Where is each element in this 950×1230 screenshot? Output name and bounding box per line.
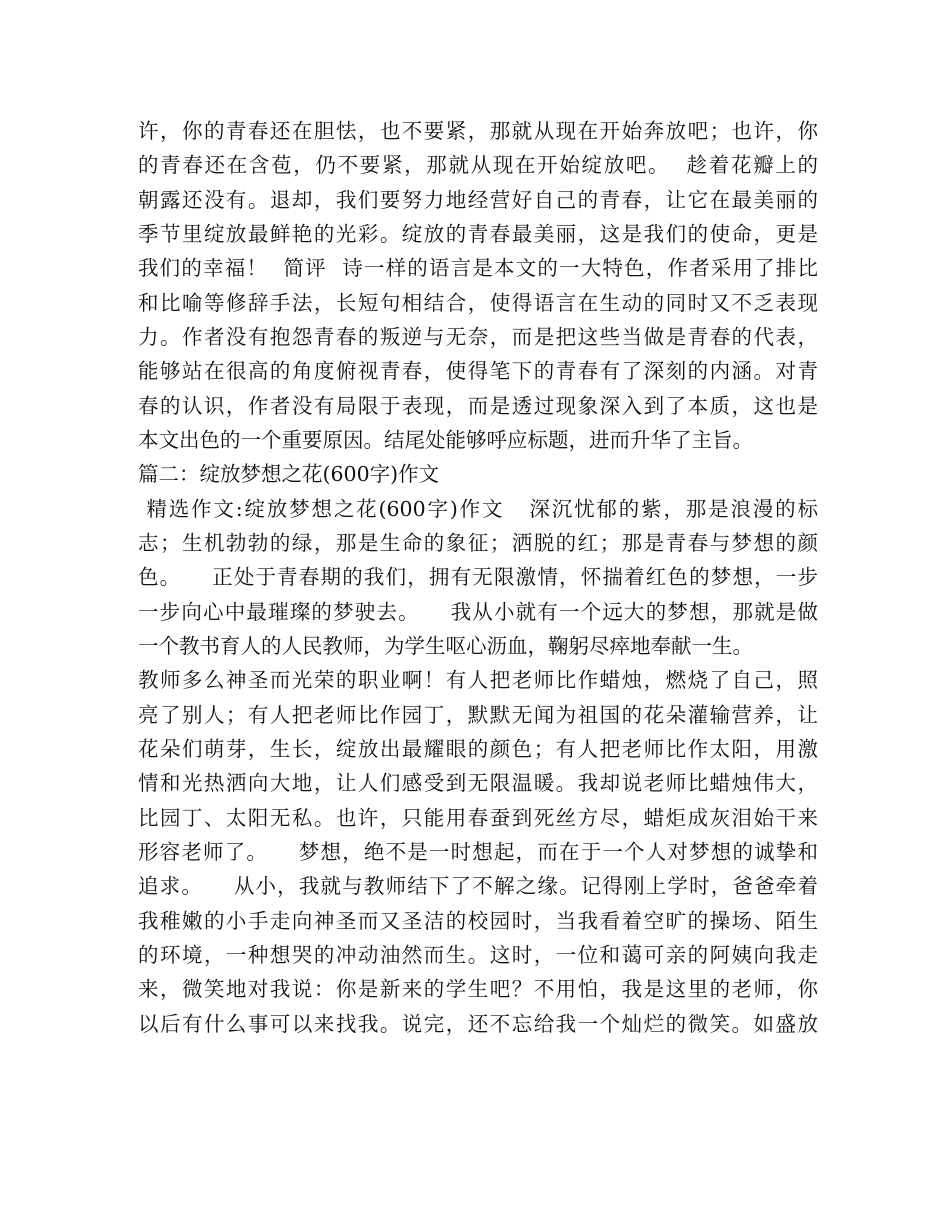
text-line: 许，你的青春还在胆怯，也不要紧，那就从现在开始奔放吧；也许，你 [138, 119, 818, 143]
text-line: 本文出色的一个重要原因。结尾处能够呼应标题，进而升华了主旨。 [138, 428, 753, 452]
text-line: 一个教书育人的人民教师，为学生呕心沥血，鞠躬尽瘁地奉献一生。 [138, 634, 753, 658]
text-line: 比园丁、太阳无私。也许，只能用春蚕到死丝方尽，蜡炬成灰泪始干来 [138, 806, 818, 830]
text-line: 我们的幸福！ 简评 诗一样的语言是本文的一大特色，作者采用了排比 [138, 256, 818, 280]
text-line: 情和光热洒向大地，让人们感受到无限温暖。我却说老师比蜡烛伟大， [138, 771, 818, 795]
text-line: 能够站在很高的角度俯视青春，使得笔下的青春有了深刻的内涵。对青 [138, 359, 818, 383]
text-line: 和比喻等修辞手法，长短句相结合，使得语言在生动的同时又不乏表现 [138, 291, 818, 315]
text-line: 形容老师了。 梦想，绝不是一时想起，而在于一个人对梦想的诚挚和 [138, 840, 818, 864]
text-line: 追求。 从小，我就与教师结下了不解之缘。记得刚上学时，爸爸牵着 [138, 874, 818, 898]
text-line: 一步向心中最璀璨的梦驶去。 我从小就有一个远大的梦想，那就是做 [138, 600, 818, 624]
text-line: 亮了别人；有人把老师比作园丁，默默无闻为祖国的花朵灌输营养，让 [138, 703, 818, 727]
text-line: 教师多么神圣而光荣的职业啊！有人把老师比作蜡烛，燃烧了自己，照 [138, 668, 818, 692]
text-line: 春的认识，作者没有局限于表现，而是透过现象深入到了本质，这也是 [138, 394, 818, 418]
text-line: 来，微笑地对我说：你是新来的学生吧？不用怕，我是这里的老师，你 [138, 977, 818, 1001]
text-line: 的环境，一种想哭的冲动油然而生。这时，一位和蔼可亲的阿姨向我走 [138, 943, 818, 967]
text-line: 季节里绽放最鲜艳的光彩。绽放的青春最美丽，这是我们的使命，更是 [138, 222, 818, 246]
text-line: 朝露还没有。退却，我们要努力地经营好自己的青春，让它在最美丽的 [138, 188, 818, 212]
text-line: 志；生机勃勃的绿，那是生命的象征；洒脱的红；那是青春与梦想的颜 [138, 531, 818, 555]
text-line: 我稚嫩的小手走向神圣而又圣洁的校园时，当我看着空旷的操场、陌生 [138, 909, 818, 933]
text-line: 力。作者没有抱怨青春的叛逆与无奈，而是把这些当做是青春的代表， [138, 325, 818, 349]
text-line: 精选作文:绽放梦想之花(600字)作文 深沉忧郁的紫，那是浪漫的标 [138, 497, 818, 521]
text-line: 花朵们萌芽，生长，绽放出最耀眼的颜色；有人把老师比作太阳，用激 [138, 737, 818, 761]
text-line: 的青春还在含苞，仍不要紧，那就从现在开始绽放吧。 趁着花瓣上的 [138, 153, 818, 177]
text-line: 以后有什么事可以来找我。说完，还不忘给我一个灿烂的微笑。如盛放 [138, 1012, 818, 1036]
text-line: 色。 正处于青春期的我们，拥有无限激情，怀揣着红色的梦想，一步 [138, 565, 818, 589]
section-heading: 篇二：绽放梦想之花(600字)作文 [138, 462, 440, 486]
